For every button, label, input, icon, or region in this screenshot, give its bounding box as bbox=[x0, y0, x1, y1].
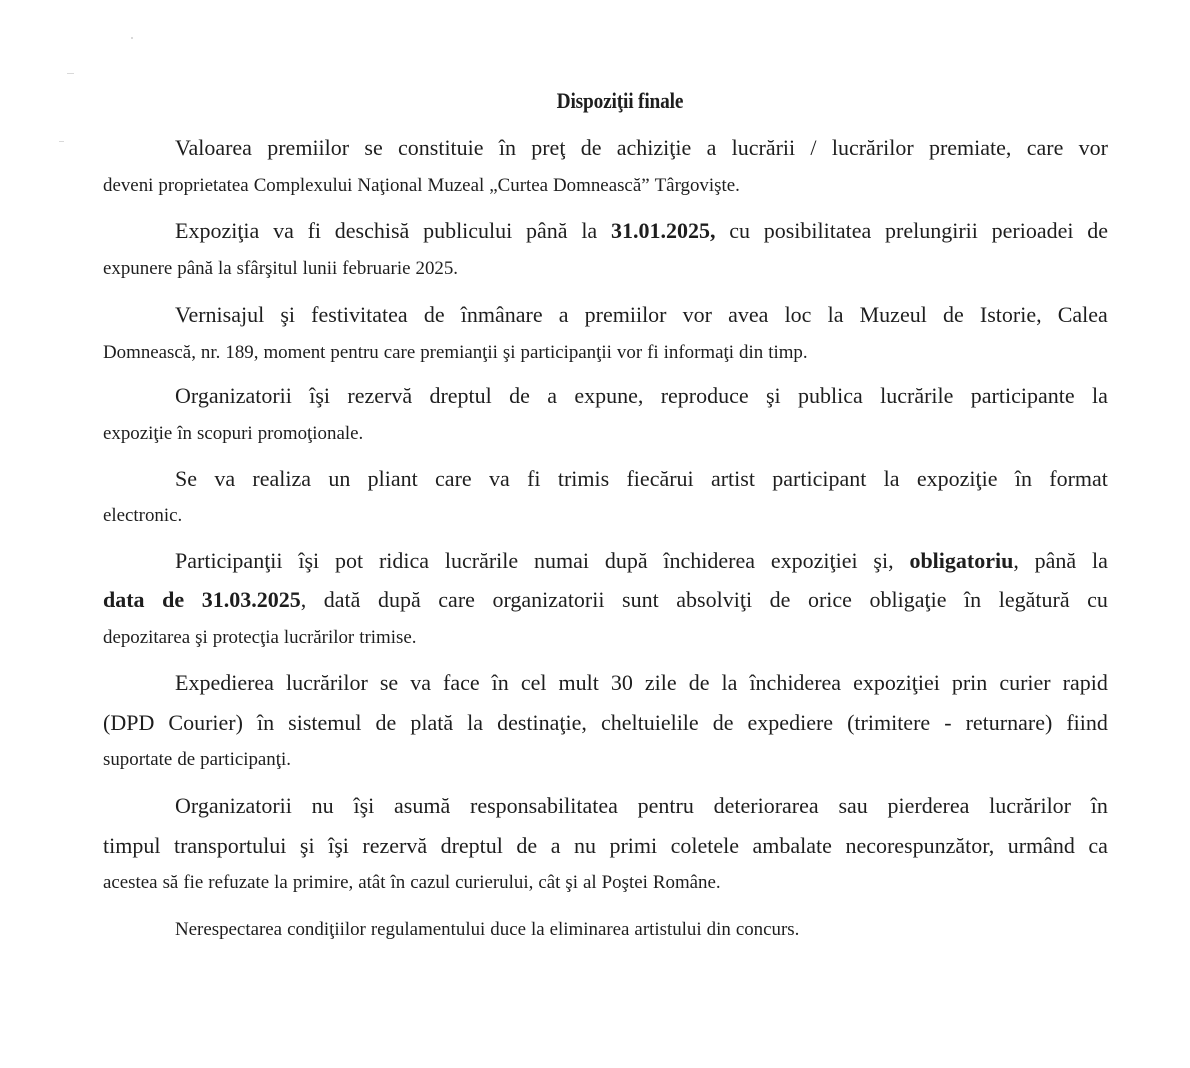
scan-speck bbox=[67, 73, 74, 74]
word: care bbox=[383, 342, 416, 363]
word: 2025. bbox=[415, 258, 459, 279]
word: Calea bbox=[1057, 302, 1108, 327]
word: şi, bbox=[873, 548, 894, 573]
word: la bbox=[530, 919, 545, 940]
word: data bbox=[103, 587, 145, 612]
word: îşi bbox=[298, 548, 320, 573]
word: Naţional bbox=[357, 175, 423, 196]
word: de bbox=[423, 302, 445, 327]
word: a bbox=[706, 135, 717, 160]
word: Vernisajul bbox=[175, 302, 265, 327]
word: februarie bbox=[342, 258, 411, 279]
word: în bbox=[177, 423, 193, 444]
word: a bbox=[558, 302, 569, 327]
word: lucrării bbox=[731, 135, 796, 160]
word: care bbox=[435, 466, 472, 491]
word: în bbox=[498, 135, 516, 160]
word: zile bbox=[644, 670, 677, 695]
word: duce bbox=[490, 919, 526, 940]
word: legătură bbox=[998, 587, 1070, 612]
word: cu bbox=[1087, 587, 1108, 612]
word: sau bbox=[838, 793, 868, 818]
word: 31.01.2025, bbox=[610, 218, 716, 243]
word: care bbox=[438, 587, 475, 612]
paragraph-line bbox=[175, 668, 1108, 698]
word: artist bbox=[710, 466, 755, 491]
word: depozitarea bbox=[103, 627, 191, 648]
word: al bbox=[583, 872, 597, 893]
word: suportate bbox=[103, 749, 173, 770]
word: şi bbox=[766, 383, 781, 408]
word: nu bbox=[573, 833, 596, 858]
word: în bbox=[1014, 466, 1032, 491]
scan-speck bbox=[131, 37, 133, 39]
word: Se bbox=[175, 466, 197, 491]
word: (DPD bbox=[103, 710, 155, 735]
word: lucrările bbox=[444, 548, 519, 573]
word: se bbox=[364, 135, 383, 160]
word: va bbox=[273, 218, 294, 243]
word: 31.03.2025, bbox=[201, 587, 307, 612]
word: preţ bbox=[531, 135, 566, 160]
word: electronic. bbox=[103, 505, 183, 526]
document-title-text: Dispoziţii finale bbox=[556, 88, 684, 113]
word: de bbox=[712, 710, 734, 735]
word: închiderea bbox=[663, 548, 756, 573]
word: prelungirii bbox=[885, 218, 978, 243]
word: Organizatorii bbox=[175, 383, 292, 408]
word: Nerespectarea bbox=[175, 919, 283, 940]
paragraph-line bbox=[103, 866, 1108, 896]
word: moment bbox=[263, 342, 326, 363]
paragraph-line bbox=[175, 464, 1108, 494]
word: perioadei bbox=[991, 218, 1074, 243]
word: Valoarea bbox=[175, 135, 252, 160]
word: organizatorii bbox=[492, 587, 605, 612]
word: face bbox=[443, 670, 480, 695]
word: expune, bbox=[574, 383, 644, 408]
word: expoziţiei bbox=[770, 548, 858, 573]
word: de bbox=[769, 587, 791, 612]
word: şi bbox=[299, 833, 315, 858]
word: premiilor bbox=[584, 302, 667, 327]
word: Muzeal bbox=[427, 175, 485, 196]
word: rezervă bbox=[347, 383, 413, 408]
word: va bbox=[214, 466, 236, 491]
word: ambalate bbox=[752, 833, 832, 858]
word: de bbox=[688, 670, 710, 695]
paragraph-line bbox=[103, 499, 1108, 529]
paragraph-line bbox=[103, 743, 1108, 773]
word: de bbox=[509, 383, 530, 408]
word: Târgovişte. bbox=[654, 175, 740, 196]
paragraph-line bbox=[103, 708, 1108, 738]
word: a bbox=[550, 833, 561, 858]
word: fiecărui bbox=[626, 466, 694, 491]
word: deveni bbox=[103, 175, 154, 196]
paragraph-line bbox=[103, 336, 1108, 366]
word: vor bbox=[1078, 135, 1108, 160]
word: obligatoriu, bbox=[909, 548, 1019, 573]
word: loc bbox=[784, 302, 812, 327]
word: promoţionale. bbox=[257, 423, 364, 444]
word: expediere bbox=[747, 710, 834, 735]
word: va bbox=[488, 466, 510, 491]
word: regulamentului bbox=[370, 919, 486, 940]
word: reproduce bbox=[660, 383, 749, 408]
word: în bbox=[964, 587, 982, 612]
word: până bbox=[526, 218, 568, 243]
word: la bbox=[1092, 548, 1108, 573]
word: şi bbox=[565, 872, 578, 893]
paragraph-line bbox=[103, 169, 1108, 199]
word: curier bbox=[999, 670, 1051, 695]
word: proprietatea bbox=[158, 175, 249, 196]
word: Poştei bbox=[601, 872, 648, 893]
word: participant bbox=[772, 466, 867, 491]
word: a bbox=[547, 383, 557, 408]
word: de bbox=[177, 749, 196, 770]
word: şi bbox=[195, 627, 208, 648]
word: scopuri bbox=[197, 423, 253, 444]
word: Expoziţia bbox=[175, 218, 260, 243]
word: Participanţii bbox=[175, 548, 283, 573]
word: de bbox=[162, 587, 185, 612]
word: fi bbox=[647, 342, 659, 363]
word: trimise. bbox=[359, 627, 417, 648]
word: ca bbox=[1088, 833, 1108, 858]
word: participanţi. bbox=[200, 749, 291, 770]
word: cât bbox=[538, 872, 561, 893]
word: cheltuielile bbox=[600, 710, 699, 735]
word: refuzate bbox=[208, 872, 270, 893]
word: curierului, bbox=[455, 872, 534, 893]
word: concurs. bbox=[735, 919, 800, 940]
word: publica bbox=[798, 383, 863, 408]
scan-speck bbox=[59, 141, 64, 142]
word: îşi bbox=[328, 833, 349, 858]
paragraph-line bbox=[175, 913, 1108, 943]
paragraph-line bbox=[175, 133, 1108, 163]
word: Expedierea bbox=[175, 670, 274, 695]
paragraph-line bbox=[175, 546, 1108, 576]
word: publicului bbox=[423, 218, 513, 243]
word: Domnească, bbox=[103, 342, 196, 363]
word: timp. bbox=[768, 342, 808, 363]
word: (trimitere bbox=[847, 710, 931, 735]
word: obligaţie bbox=[869, 587, 947, 612]
word: participanţii bbox=[520, 342, 612, 363]
word: asumă bbox=[394, 793, 451, 818]
word: dreptul bbox=[440, 833, 503, 858]
word: festivitatea bbox=[311, 302, 408, 327]
word: vor bbox=[616, 342, 643, 363]
word: ridica bbox=[378, 548, 430, 573]
word: închiderea bbox=[749, 670, 842, 695]
word: lucrărilor bbox=[989, 793, 1072, 818]
word: până bbox=[177, 258, 213, 279]
word: lucrărilor bbox=[285, 670, 368, 695]
word: nu bbox=[311, 793, 334, 818]
word: prin bbox=[951, 670, 988, 695]
word: lucrărilor bbox=[831, 135, 914, 160]
word: Complexului bbox=[253, 175, 353, 196]
word: - bbox=[944, 710, 952, 735]
word: cu bbox=[729, 218, 750, 243]
word: de bbox=[942, 302, 964, 327]
word: destinaţie, bbox=[497, 710, 587, 735]
word: la bbox=[467, 710, 484, 735]
word: de bbox=[375, 710, 397, 735]
word: deteriorarea bbox=[713, 793, 819, 818]
word: în bbox=[1090, 793, 1108, 818]
word: protecţia bbox=[212, 627, 279, 648]
word: condiţiilor bbox=[287, 919, 366, 940]
word: responsabilitatea bbox=[470, 793, 618, 818]
paragraph-line bbox=[103, 831, 1108, 861]
word: dreptul bbox=[429, 383, 492, 408]
word: acestea bbox=[103, 872, 158, 893]
word: „Curtea bbox=[489, 175, 549, 196]
word: returnare) bbox=[965, 710, 1053, 735]
word: de bbox=[580, 135, 602, 160]
word: sunt bbox=[622, 587, 659, 612]
word: în bbox=[256, 710, 275, 735]
word: fie bbox=[183, 872, 204, 893]
paragraph-line bbox=[103, 585, 1108, 615]
word: la bbox=[581, 218, 598, 243]
word: absolviţi bbox=[676, 587, 753, 612]
word: 189, bbox=[225, 342, 259, 363]
word: dată bbox=[323, 587, 361, 612]
word: Courier) bbox=[168, 710, 243, 735]
word: şi bbox=[280, 302, 296, 327]
word: să bbox=[162, 872, 179, 893]
word: din bbox=[706, 919, 731, 940]
word: un bbox=[328, 466, 351, 491]
word: realiza bbox=[252, 466, 311, 491]
word: de bbox=[1087, 218, 1108, 243]
word: timpul bbox=[103, 833, 161, 858]
word: înmânare bbox=[460, 302, 543, 327]
word: de bbox=[516, 833, 538, 858]
word: coletele bbox=[670, 833, 740, 858]
word: premiate, bbox=[928, 135, 1012, 160]
word: expoziţie bbox=[103, 423, 173, 444]
word: participante bbox=[970, 383, 1075, 408]
word: sistemul bbox=[288, 710, 362, 735]
word: la bbox=[883, 466, 900, 491]
word: la bbox=[218, 258, 232, 279]
word: la bbox=[721, 670, 738, 695]
word: informaţi bbox=[663, 342, 735, 363]
word: / bbox=[810, 135, 817, 160]
word: expoziţiei bbox=[853, 670, 940, 695]
word: Române. bbox=[652, 872, 721, 893]
word: la bbox=[1091, 383, 1108, 408]
word: expunere bbox=[103, 258, 173, 279]
word: transportului bbox=[173, 833, 287, 858]
word: pliant bbox=[367, 466, 418, 491]
paragraph-line bbox=[175, 300, 1108, 330]
paragraph-line bbox=[175, 381, 1108, 411]
document-title bbox=[0, 88, 1190, 114]
word: eliminarea bbox=[549, 919, 630, 940]
word: trimis bbox=[557, 466, 610, 491]
word: cazul bbox=[410, 872, 451, 893]
word: atât bbox=[358, 872, 386, 893]
word: şi bbox=[502, 342, 516, 363]
word: 30 bbox=[610, 670, 633, 695]
word: Muzeul bbox=[859, 302, 927, 327]
word: îşi bbox=[353, 793, 375, 818]
word: artistului bbox=[634, 919, 702, 940]
word: constituie bbox=[398, 135, 484, 160]
word: fi bbox=[307, 218, 322, 243]
word: după bbox=[377, 587, 421, 612]
word: rapid bbox=[1062, 670, 1108, 695]
word: se bbox=[379, 670, 399, 695]
word: posibilitatea bbox=[763, 218, 872, 243]
paragraph-line bbox=[175, 216, 1108, 246]
word: care bbox=[1026, 135, 1064, 160]
word: achiziţie bbox=[616, 135, 692, 160]
word: vor bbox=[682, 302, 712, 327]
word: format bbox=[1049, 466, 1108, 491]
word: orice bbox=[807, 587, 852, 612]
word: din bbox=[739, 342, 764, 363]
word: Istorie, bbox=[979, 302, 1042, 327]
word: fi bbox=[527, 466, 541, 491]
word: premiilor bbox=[267, 135, 350, 160]
word: necorespunzător, bbox=[845, 833, 995, 858]
word: pot bbox=[334, 548, 364, 573]
word: urmând bbox=[1007, 833, 1075, 858]
word: în bbox=[491, 670, 509, 695]
word: pentru bbox=[637, 793, 694, 818]
paragraph-line bbox=[103, 252, 1108, 282]
word: premianţii bbox=[420, 342, 498, 363]
word: la bbox=[274, 872, 288, 893]
word: mult bbox=[558, 670, 599, 695]
word: Organizatorii bbox=[175, 793, 292, 818]
word: în bbox=[390, 872, 406, 893]
word: va bbox=[410, 670, 431, 695]
word: deschisă bbox=[334, 218, 410, 243]
word: expoziţie bbox=[916, 466, 998, 491]
word: rezervă bbox=[362, 833, 428, 858]
paragraph-line bbox=[103, 417, 1108, 447]
word: până bbox=[1034, 548, 1077, 573]
word: numai bbox=[533, 548, 589, 573]
word: lunii bbox=[302, 258, 338, 279]
word: fiind bbox=[1066, 710, 1108, 735]
word: după bbox=[604, 548, 648, 573]
word: pentru bbox=[330, 342, 379, 363]
word: sfârşitul bbox=[236, 258, 298, 279]
word: cel bbox=[520, 670, 547, 695]
word: lucrărilor bbox=[283, 627, 355, 648]
word: nr. bbox=[200, 342, 221, 363]
word: Domnească” bbox=[553, 175, 650, 196]
word: primi bbox=[609, 833, 658, 858]
word: pierderea bbox=[887, 793, 970, 818]
word: îşi bbox=[309, 383, 331, 408]
word: primire, bbox=[292, 872, 354, 893]
word: plată bbox=[410, 710, 454, 735]
word: lucrările bbox=[880, 383, 954, 408]
word: la bbox=[827, 302, 844, 327]
word: avea bbox=[728, 302, 769, 327]
paragraph-line bbox=[175, 791, 1108, 821]
paragraph-line bbox=[103, 621, 1108, 651]
